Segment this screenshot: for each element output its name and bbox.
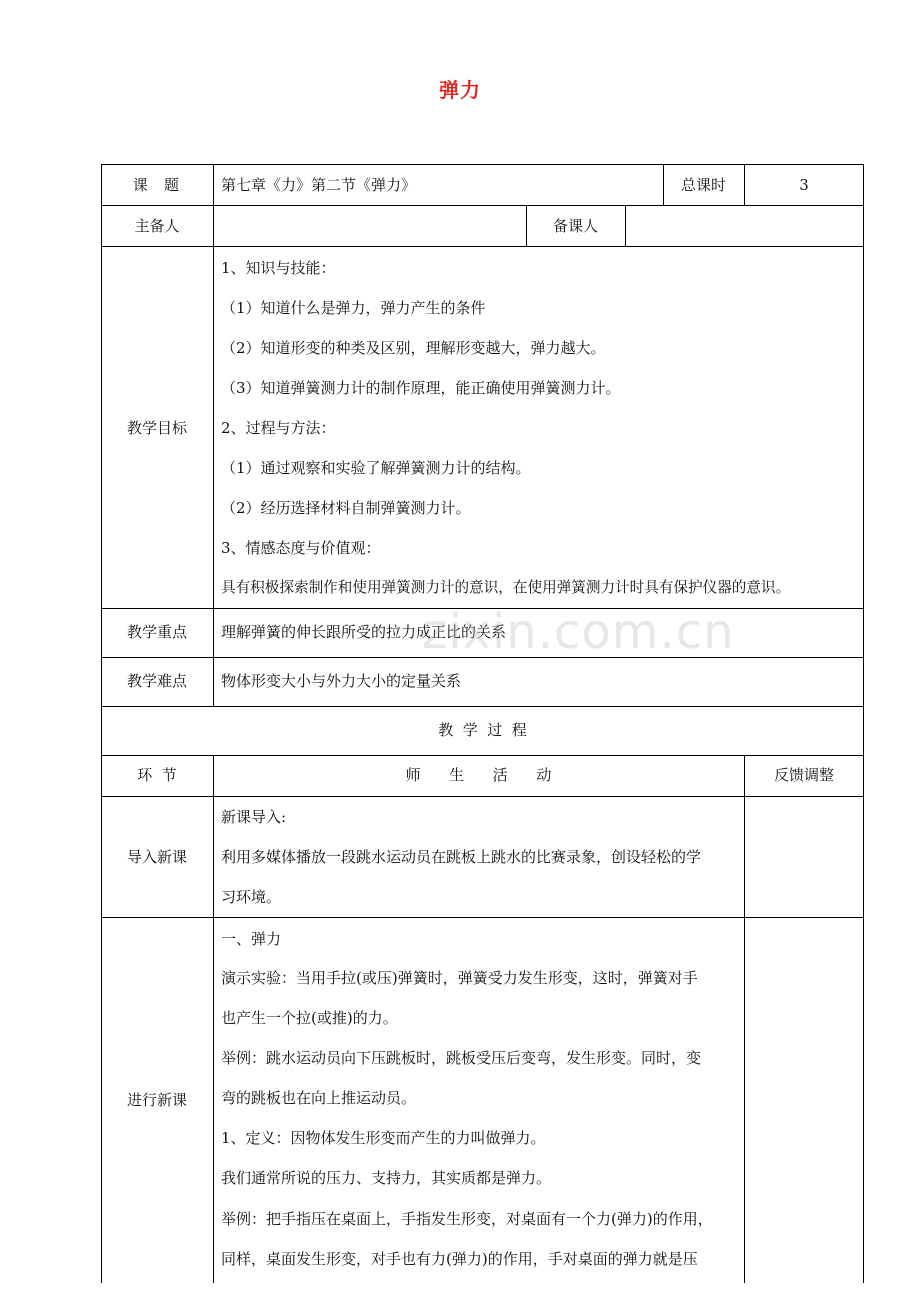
intro-line: 利用多媒体播放一段跳水运动员在跳板上跳水的比赛录象，创设轻松的学 <box>221 848 702 866</box>
objective-line: 具有积极探索制作和使用弹簧测力计的意识，在使用弹簧测力计时具有保护仪器的意识。 <box>221 579 791 596</box>
objective-line: （3）知道弹簧测力计的制作原理，能正确使用弹簧测力计。 <box>221 379 621 397</box>
objective-line: （1）知道什么是弹力，弹力产生的条件 <box>221 299 486 317</box>
stage-label-new-lesson: 进行新课 <box>126 1091 187 1109</box>
watermark: zixin.com.cn <box>422 604 735 660</box>
objective-line: （1）通过观察和实验了解弹簧测力计的结构。 <box>221 459 531 477</box>
new-lesson-line: 我们通常所说的压力、支持力，其实质都是弹力。 <box>221 1169 552 1187</box>
new-lesson-line: 1、定义：因物体发生形变而产生的力叫做弹力。 <box>221 1129 546 1147</box>
row-divider <box>101 755 864 756</box>
feedback-column-header: 反馈调整 <box>773 766 834 784</box>
row-divider <box>101 657 864 658</box>
preparer-label: 备课人 <box>552 217 598 235</box>
stage-column-header: 环 节 <box>137 766 177 784</box>
new-lesson-line: 一、弹力 <box>221 930 282 948</box>
column-divider <box>213 755 214 1283</box>
row-divider <box>101 917 864 918</box>
new-lesson-line: 同样，桌面发生形变，对手也有力(弹力)的作用，手对桌面的弹力就是压 <box>221 1250 698 1268</box>
main-preparer-label: 主备人 <box>134 217 180 235</box>
objectives-label: 教学目标 <box>126 419 187 437</box>
row-divider <box>101 205 864 206</box>
row-divider <box>101 246 864 247</box>
row-divider <box>101 706 864 707</box>
objective-line: （2）知道形变的种类及区别，理解形变越大，弹力越大。 <box>221 339 606 357</box>
activity-column-header: 师 生 活 动 <box>405 766 552 784</box>
new-lesson-line: 也产生一个拉(或推)的力。 <box>221 1009 398 1027</box>
new-lesson-line: 举例：把手指压在桌面上，手指发生形变，对桌面有一个力(弹力)的作用， <box>221 1210 713 1228</box>
topic-value: 第七章《力》第二节《弹力》 <box>221 176 417 194</box>
objective-line: 1、知识与技能： <box>221 259 336 277</box>
objective-line: 2、过程与方法： <box>221 419 336 437</box>
objective-line: 3、情感态度与价值观： <box>221 539 381 557</box>
key-point-value: 理解弹簧的伸长跟所受的拉力成正比的关系 <box>221 623 507 641</box>
document-title: 弹力 <box>439 78 481 102</box>
column-divider <box>213 164 214 706</box>
total-hours-label: 总课时 <box>680 176 726 194</box>
key-point-label: 教学重点 <box>126 623 187 641</box>
topic-label: 课 题 <box>132 176 182 194</box>
column-divider <box>625 205 626 246</box>
difficulty-label: 教学难点 <box>126 672 187 690</box>
difficulty-value: 物体形变大小与外力大小的定量关系 <box>221 672 462 690</box>
objective-line: （2）经历选择材料自制弹簧测力计。 <box>221 499 471 517</box>
new-lesson-line: 举例：跳水运动员向下压跳板时，跳板受压后变弯，发生形变。同时，变 <box>221 1049 702 1067</box>
column-divider <box>744 755 745 1283</box>
stage-label-intro: 导入新课 <box>126 848 187 866</box>
new-lesson-line: 弯的跳板也在向上推运动员。 <box>221 1089 417 1107</box>
row-divider <box>101 796 864 797</box>
new-lesson-line: 演示实验：当用手拉(或压)弹簧时，弹簧受力发生形变，这时，弹簧对手 <box>221 969 698 987</box>
process-title: 教 学 过 程 <box>438 721 527 739</box>
intro-line: 新课导入: <box>221 808 287 826</box>
intro-line: 习环境。 <box>221 888 282 906</box>
row-divider <box>101 608 864 609</box>
total-hours-value: 3 <box>799 176 809 194</box>
